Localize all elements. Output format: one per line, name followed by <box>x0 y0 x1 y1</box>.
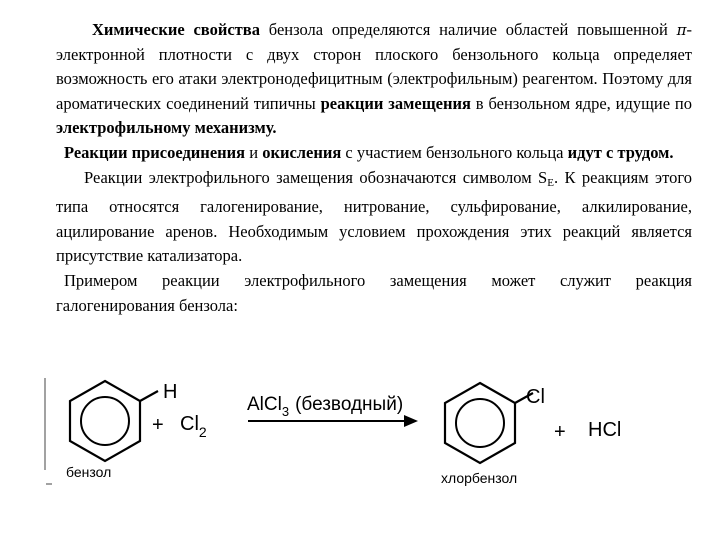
text-segment: в бензольном ядре, идущие по <box>470 93 692 113</box>
text-segment: Примером реакции электрофильного замещения может служит реакция галогенирования бензола: <box>56 270 692 315</box>
chlorine-label: Cl <box>526 386 545 408</box>
chlorobenzene-aromatic-circle <box>456 399 504 447</box>
benzene-caption: бензол <box>66 464 112 480</box>
benzene-structure <box>70 381 158 461</box>
bold-substitution-reactions: реакции замещения <box>320 93 471 113</box>
bold-chemical-properties: Химические свойства <box>92 20 260 39</box>
alcl-symbol: AlCl <box>247 394 282 415</box>
hcl-product: HCl <box>588 419 622 441</box>
chlorobenzene-caption: хлорбензол <box>441 470 518 486</box>
alcl3-subscript: 3 <box>281 404 290 419</box>
text-segment: . К реакциям этого типа относятся галогенирование, нитрование, сульфирование, алкилирование, ацилирование аренов. Необходимым условием прохождения этих реакций является присутствие катализатора. <box>56 167 692 266</box>
subscript-e: E <box>547 176 554 189</box>
bold-difficult: идут с трудом. <box>567 142 674 162</box>
text-segment: -электронной плотности с двух сторон плоского бензольного кольца определяет возможность его атаки электронодефицитным (электрофильным) реагентом. Поэтому для ароматических соединений типичны <box>56 20 692 113</box>
text-segment: бензола определяются наличие областей повышенной <box>259 20 677 39</box>
chlorobenzene-structure <box>445 383 533 463</box>
bold-electrophilic-mechanism: электрофильному механизму. <box>56 118 277 138</box>
benzene-aromatic-circle <box>81 397 129 445</box>
bold-oxidation: окисления <box>262 142 342 162</box>
text-segment: с участием бензольного кольца <box>341 142 568 162</box>
reaction-arrow-head <box>404 415 418 427</box>
catalyst-label <box>247 394 403 419</box>
plus-sign-2: + <box>554 421 566 443</box>
benzene-h-bond <box>140 391 158 401</box>
text-segment: Реакции электрофильного замещения обозначаются символом S <box>84 167 548 187</box>
text-segment: и <box>245 142 263 162</box>
plus-sign-1: + <box>152 414 164 436</box>
pi-symbol: π <box>676 21 687 39</box>
bold-addition-reactions: Реакции присоединения <box>64 142 246 162</box>
chlorine-molecule <box>180 413 207 440</box>
hydrogen-label: H <box>163 381 178 403</box>
cl2-symbol: Cl <box>180 413 199 435</box>
cl2-subscript: 2 <box>198 424 207 440</box>
anhydrous-note: (безводный) <box>295 394 404 415</box>
